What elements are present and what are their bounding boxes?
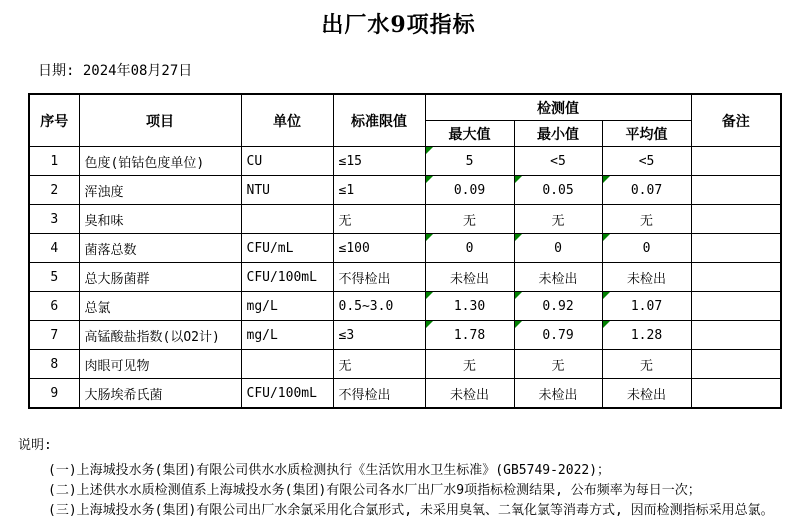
green-triangle-marker [426, 234, 433, 241]
cell-min [514, 176, 602, 205]
cell-no: 6 [29, 292, 79, 321]
cell-max-value: 未检出 [449, 387, 489, 403]
table-row [29, 263, 781, 292]
col-header-detection: 检测值 [425, 94, 691, 121]
cell-item: 色度(铂钴色度单位) [79, 147, 241, 176]
cell-limit: 不得检出 [333, 379, 425, 409]
cell-max-value: 1.78 [453, 327, 486, 343]
cell-avg [602, 321, 691, 350]
cell-limit: ≤15 [333, 147, 425, 176]
cell-unit: mg/L [241, 321, 333, 350]
cell-remark [691, 292, 781, 321]
cell-min-value: 0.05 [542, 182, 574, 198]
cell-avg-value: 0 [642, 240, 651, 256]
cell-min [514, 263, 602, 292]
cell-unit: CFU/100mL [241, 263, 333, 292]
cell-no: 7 [29, 321, 79, 350]
cell-max-value: 未检出 [449, 271, 489, 287]
cell-min-value: 未检出 [538, 387, 578, 403]
cell-limit: 无 [333, 205, 425, 234]
cell-item: 总大肠菌群 [79, 263, 241, 292]
cell-unit: mg/L [241, 292, 333, 321]
green-triangle-marker [603, 321, 610, 328]
report-date: 日期: 2024年08月27日 [38, 63, 193, 79]
cell-item: 菌落总数 [79, 234, 241, 263]
cell-avg [602, 263, 691, 292]
green-triangle-marker [426, 321, 433, 328]
cell-limit: ≤3 [333, 321, 425, 350]
col-header-unit: 单位 [241, 94, 333, 147]
cell-max-value: 无 [462, 358, 476, 374]
cell-min-value: 0.92 [542, 298, 574, 314]
cell-max [425, 147, 514, 176]
cell-min-value: 无 [551, 358, 565, 374]
cell-min [514, 350, 602, 379]
cell-max [425, 263, 514, 292]
green-triangle-marker [426, 147, 433, 154]
cell-min [514, 205, 602, 234]
col-header-limit: 标准限值 [333, 94, 425, 147]
green-triangle-marker [515, 234, 522, 241]
cell-max-value: 0.09 [453, 182, 486, 198]
cell-min [514, 379, 602, 409]
green-triangle-marker [603, 176, 610, 183]
page-title: 出厂水9项指标 [321, 12, 476, 38]
cell-remark [691, 379, 781, 409]
cell-remark [691, 176, 781, 205]
cell-max [425, 176, 514, 205]
col-header-max: 最大值 [425, 121, 514, 147]
note-item: (三)上海城投水务(集团)有限公司出厂水余氯采用化合氯形式, 未采用臭氧、二氧化氯等消毒方式, 因而检测指标采用总氯。 [48, 503, 774, 518]
cell-no: 2 [29, 176, 79, 205]
col-header-item: 项目 [79, 94, 241, 147]
cell-limit: 无 [333, 350, 425, 379]
cell-item: 浑浊度 [79, 176, 241, 205]
cell-unit [241, 205, 333, 234]
cell-max-value: 5 [465, 153, 474, 169]
col-header-remark: 备注 [691, 94, 781, 147]
cell-limit: 不得检出 [333, 263, 425, 292]
cell-remark [691, 263, 781, 292]
note-item: (一)上海城投水务(集团)有限公司供水水质检测执行《生活饮用水卫生标准》(GB5749-2022)； [48, 463, 611, 478]
cell-unit: CU [241, 147, 333, 176]
note-item: (二)上述供水水质检测值系上海城投水务(集团)有限公司各水厂出厂水9项指标检测结果, 公布频率为每日一次； [48, 483, 701, 498]
cell-avg-value: 1.28 [630, 327, 663, 343]
cell-avg-value: 未检出 [627, 387, 667, 403]
cell-avg [602, 292, 691, 321]
cell-max [425, 321, 514, 350]
cell-min [514, 321, 602, 350]
cell-max-value: 1.30 [453, 298, 486, 314]
green-triangle-marker [603, 292, 610, 299]
cell-remark [691, 147, 781, 176]
notes-section [18, 439, 797, 518]
cell-item: 大肠埃希氏菌 [79, 379, 241, 409]
green-triangle-marker [603, 234, 610, 241]
table-row [29, 379, 781, 409]
notes-label: 说明: [18, 438, 52, 453]
cell-avg-value: 无 [640, 358, 654, 374]
cell-max [425, 234, 514, 263]
cell-remark [691, 321, 781, 350]
cell-avg [602, 176, 691, 205]
cell-no: 1 [29, 147, 79, 176]
cell-no: 8 [29, 350, 79, 379]
cell-item: 肉眼可见物 [79, 350, 241, 379]
cell-avg-value: 1.07 [630, 298, 663, 314]
col-header-min: 最小值 [514, 121, 602, 147]
cell-no: 5 [29, 263, 79, 292]
header-row-top [29, 94, 781, 121]
green-triangle-marker [426, 176, 433, 183]
cell-unit: NTU [241, 176, 333, 205]
cell-avg [602, 379, 691, 409]
cell-no: 4 [29, 234, 79, 263]
cell-max-value: 无 [462, 213, 476, 229]
cell-min-value: 无 [551, 213, 565, 229]
cell-item: 臭和味 [79, 205, 241, 234]
cell-avg-value: 0.07 [630, 182, 663, 198]
cell-max [425, 292, 514, 321]
cell-min-value: 未检出 [538, 271, 578, 287]
cell-no: 9 [29, 379, 79, 409]
cell-limit: ≤100 [333, 234, 425, 263]
table-row [29, 321, 781, 350]
cell-unit: CFU/100mL [241, 379, 333, 409]
cell-min [514, 234, 602, 263]
green-triangle-marker [515, 292, 522, 299]
cell-remark [691, 205, 781, 234]
table-row [29, 147, 781, 176]
col-header-no: 序号 [29, 94, 79, 147]
indicators-table [28, 93, 782, 409]
cell-no: 3 [29, 205, 79, 234]
cell-avg [602, 147, 691, 176]
cell-avg-value: <5 [638, 153, 655, 169]
cell-unit: CFU/mL [241, 234, 333, 263]
cell-limit: 0.5~3.0 [333, 292, 425, 321]
green-triangle-marker [426, 292, 433, 299]
cell-remark [691, 350, 781, 379]
table-row [29, 350, 781, 379]
cell-avg-value: 无 [640, 213, 654, 229]
cell-item: 总氯 [79, 292, 241, 321]
cell-avg-value: 未检出 [627, 271, 667, 287]
cell-min-value: 0 [554, 240, 562, 256]
table-row [29, 292, 781, 321]
cell-max-value: 0 [465, 240, 474, 256]
cell-unit [241, 350, 333, 379]
table-row [29, 205, 781, 234]
cell-avg [602, 350, 691, 379]
table-row [29, 234, 781, 263]
cell-min-value: <5 [550, 153, 566, 169]
cell-min-value: 0.79 [542, 327, 574, 343]
cell-item: 高锰酸盐指数(以O2计) [79, 321, 241, 350]
green-triangle-marker [515, 321, 522, 328]
cell-avg [602, 205, 691, 234]
green-triangle-marker [515, 176, 522, 183]
col-header-avg: 平均值 [602, 121, 691, 147]
cell-remark [691, 234, 781, 263]
cell-min [514, 292, 602, 321]
cell-avg [602, 234, 691, 263]
cell-min [514, 147, 602, 176]
cell-max [425, 205, 514, 234]
table-row [29, 176, 781, 205]
cell-limit: ≤1 [333, 176, 425, 205]
cell-max [425, 350, 514, 379]
cell-max [425, 379, 514, 409]
